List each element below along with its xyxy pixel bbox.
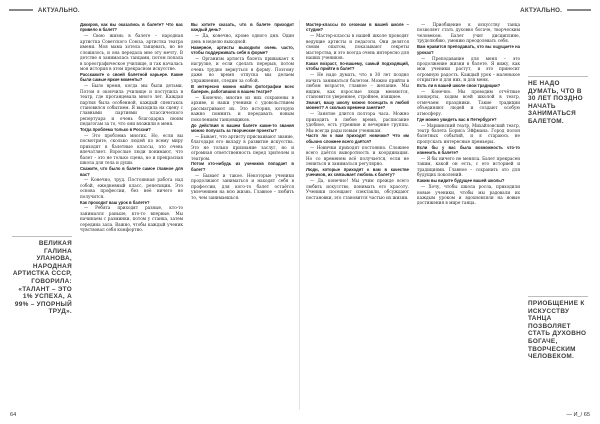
pull-quote-left: ВЕЛИКАЯ ГАЛИНА УЛАНОВА, НАРОДНАЯ АРТИСТКА СССР, ГОВОРИЛА: «ТАЛАНТ – ЭТО 1% УСПЕХА, А 99% – УПОРНЫЙ ТРУД».	[12, 240, 72, 316]
interview-answer: — Бывает, что артисту присваивают звание, благодаря его вкладу в развитие искусства. Это не только признание заслуг, но и огромная ответственность перед зрителем и театром.	[191, 133, 294, 161]
interview-answer: — Не надо думать, что в 30 лет поздно начать заниматься балетом. Можно прийти в любом возрасте, главное – желание. Мы видим, как взрослые люди меняются, становятся увереннее, стройнее, изящнее.	[306, 72, 409, 100]
interview-question: Тогда проблема только в России?	[80, 127, 151, 133]
interview-answer: — Конечно. Мы проводим отчётные концерты, ходим всей школой в театр, отмечаем праздники. Такие традиции объединяют людей и создают особую атмосферу.	[417, 89, 520, 116]
article-column-3	[306, 22, 409, 400]
pull-quote-rule-left	[12, 236, 72, 237]
article-column-2	[191, 22, 294, 400]
interview-answer: — Ребята приходят разные, кто-то занимался раньше, кто-то впервые. Мы начинаем с разминки, потом у станка, затем середина зала. Важно, чтобы каждый ученик чувствовал себя комфортно.	[80, 205, 183, 233]
interview-question: Значит, вашу школу можно посещать в любой момент? А сколько времени занятие?	[306, 99, 409, 111]
interview-question: Как проходит ваш урок в балете?	[80, 199, 150, 205]
interview-question: Мастер-классы по сезонам в вашей школе – студии?	[306, 22, 409, 33]
interview-question: Расскажите о своей балетной карьере. Какие были самые яркие моменты?	[80, 71, 183, 83]
interview-question: Наверное, артисты выходили очень часто, чтобы поддерживать себя в форме?	[191, 44, 294, 56]
page-number-right: 65	[583, 412, 590, 418]
header-rule-right	[567, 9, 591, 11]
interview-answer: — Новички приходят постоянно. Сложнее всего даётся выворотность и координация. Но со временем всё получается, если не лениться и заниматься регулярно.	[306, 144, 409, 167]
interview-answer: — Хочу, чтобы школа росла, приходили новые ученики, чтобы мы радовали их каждым уроком и вдохновляли на новые достижения в мире танца.	[417, 184, 520, 206]
article-column-4	[417, 22, 520, 400]
interview-question: В интересно можно найти фотографии всех балерин, работавших в вашем театре?	[191, 83, 294, 94]
interview-question: Потом кто-нибудь из учеников попадает в балет?	[191, 161, 294, 172]
interview-question: Какая возраст, по-вашему, самый подходящий, чтобы прийти в балет?	[306, 60, 409, 72]
interview-answer: — Было время, когда мы были детьми. Потом я окончила училище и поступила в театр, где протанцевала много лет. Каждая партия была особенной, каждый спектакль становился событием. Я выходила на сцену с главными партиями классического репертуара и очень благодарна своим педагогам за то, что они вложили в меня.	[80, 83, 183, 127]
pull-quote-rule-right-bottom	[528, 296, 588, 297]
section-label-right: АКТУАЛЬНО.	[520, 7, 563, 14]
interview-question: Скажите, что было в балете самое главное для вас?	[80, 166, 183, 177]
interview-question: Вы хотите сказать, что в балете приходит каждый день?	[191, 22, 294, 33]
interview-answer: — Приобщение к искусству танца позволяет стать духовно богаче, творческим человеком. Балет учит дисциплине, трудолюбию, умению преодолевать себя.	[417, 22, 520, 44]
section-header-right	[520, 7, 591, 16]
interview-answer: — Свою жизнь в балете – народная артистка Советского Союза, артистка театра имени. Моя мама хотела танцевать, но не сложилось, и она передала мне эту мечту. В детстве я занималась танцами, потом попала в хореографическое училище, и так началась моя история в этом прекрасном искусстве.	[80, 33, 183, 72]
pull-quote-right-top: НЕ НАДО ДУМАТЬ, ЧТО В 30 ЛЕТ ПОЗДНО НАЧАТЬ ЗАНИМАТЬСЯ БАЛЕТОМ.	[528, 80, 583, 125]
article-column-1	[80, 22, 183, 400]
pull-quote-right-bottom: ПРИОБЩЕНИЕ К ИСКУССТВУ ТАНЦА ПОЗВОЛЯЕТ СТАТЬ ДУХОВНО БОГАЧЕ, ТВОРЧЕСКИМ ЧЕЛОВЕКОМ.	[528, 300, 587, 361]
interview-answer: — Организм артиста балета привыкает к нагрузке, и если сделать перерыв, потом очень трудно вернуться в форму. Поэтому даже во время отпуска мы делаем упражнения, следим за собой.	[191, 55, 294, 83]
interview-question: Люди, которые приходят к вам в качестве учеников, их связывает любовь к балету?	[306, 166, 409, 178]
interview-question: Каким вы видите будущее вашей школы?	[417, 178, 505, 184]
header-rule-left	[9, 9, 33, 11]
interview-answer: — Мастер-классы в нашей школе проводят ведущие артисты и педагоги. Они делятся своим опытом, показывают секреты мастерства, и это всегда очень интересно для наших учеников.	[306, 33, 409, 61]
interview-answer: — Это проблема многих. Но, если вы посмотрите, сколько людей по всему миру приходят в балетные классы, это очень впечатляет. Взрослые люди понимают, что балет – это не только сцена, но и прекрасная школа для тела и души.	[80, 133, 183, 166]
interview-answer: — Мариинский театр, Михайловский театр, театр балета Бориса Эйфмана. Город полон балетных событий, и я стараюсь не пропускать интересные премьеры.	[417, 122, 520, 144]
interview-question: До действия в вашем балете какие-то звания можно получать за творческие проекты?	[191, 122, 294, 133]
section-header-left	[9, 7, 80, 16]
interview-question: Где можно увидеть вас в Петербурге?	[417, 116, 497, 122]
interview-answer: — Занятие длится полтора часа. Можно приходить в любое время, расписание удобное, есть утренние и вечерние группы. Мы всегда рады новым ученикам.	[306, 111, 409, 133]
section-label-left: АКТУАЛЬНО.	[37, 7, 80, 14]
page-number-left: 64	[10, 412, 17, 418]
interview-answer: — Конечно, многие из них сохранены в архиве, и наши ученики с удовольствием рассматривают их. Это история, которую важно помнить и передавать новым поколениям танцовщиков.	[191, 94, 294, 122]
interview-question: Есть ли в вашей школе свои традиции?	[417, 83, 501, 89]
interview-answer: — Преподавание для меня – это продолжение жизни в балете. Я вижу, как мои ученики растут, и это приносит огромную радость. Каждый урок – маленькое открытие и для них, и для меня.	[417, 55, 520, 83]
pull-quote-rule-right-top	[528, 76, 588, 77]
interview-question: Вам нравится преподавать, что вы ощущаете на уроках?	[417, 44, 520, 55]
interview-question: Дакиров, как вы оказались в балете? Что вас привело в балет?	[80, 22, 183, 33]
magazine-mark: — И_/	[566, 412, 583, 418]
interview-question: Если бы у вас была возможность что-то изменить в балете?	[417, 144, 520, 156]
interview-question: Часто ли к вам приходят новички? Что им обычно сложнее всего даётся?	[306, 133, 409, 144]
interview-answer: — Да, конечно! Мы учим прежде всего любить искусство, понимать его красоту. Ученики посещают спектакли, обсуждают постановки, это становится частью их жизни.	[306, 178, 409, 200]
page-spine	[299, 20, 300, 410]
footer-right	[566, 412, 590, 418]
interview-answer: — Конечно, труд. Постоянная работа над собой, ежедневный класс, репетиции. Это основа профессии, без неё ничего не получится.	[80, 177, 183, 199]
interview-answer: — Бывает и такое. Некоторые ученики продолжают заниматься и находят себя в профессии, для кого-то балет остаётся увлечением на всю жизнь. Главное – любить то, чем занимаешься.	[191, 172, 294, 200]
interview-answer: — Я бы ничего не меняла. Балет прекрасен таким, какой он есть, с его историей и традициями. Главное – сохранить это для будущих поколений.	[417, 156, 520, 178]
interview-answer: — Да, конечно, кроме одного дня. Один день в неделю выходной.	[191, 33, 294, 44]
